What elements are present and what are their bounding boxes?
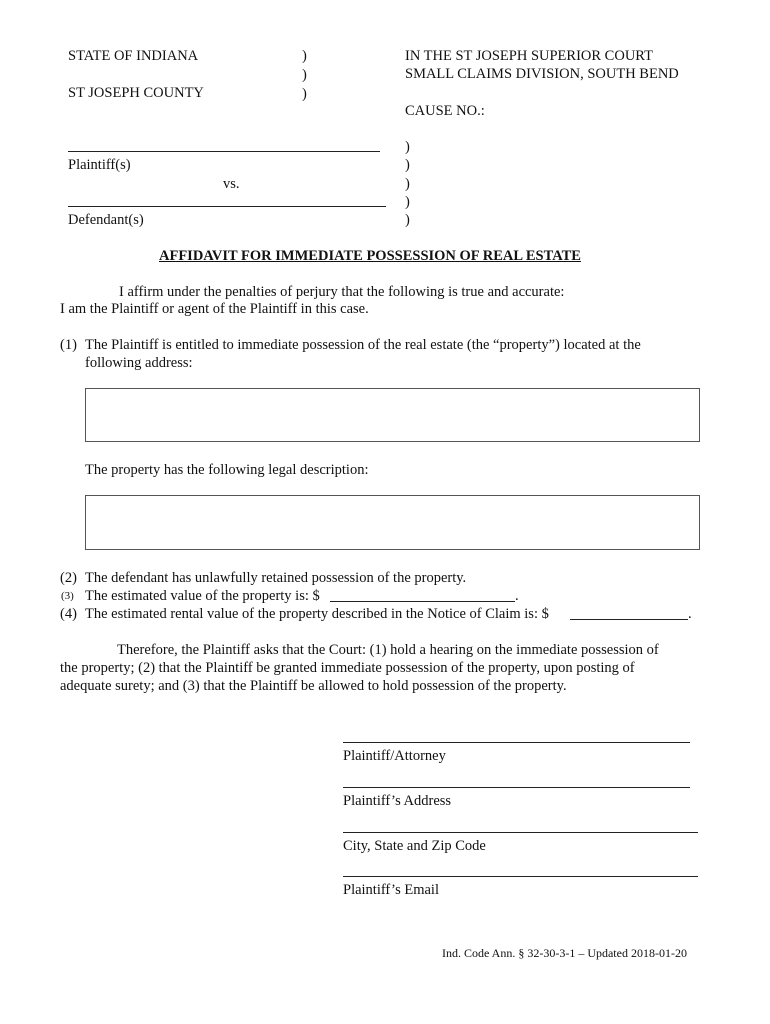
item-number: (3) bbox=[61, 590, 74, 602]
paren: ) bbox=[405, 139, 410, 155]
court-name-line2: SMALL CLAIMS DIVISION, SOUTH BEND bbox=[405, 66, 679, 82]
item3-text: The estimated value of the property is: $ bbox=[85, 588, 320, 604]
legal-description-field[interactable] bbox=[85, 495, 700, 550]
address-line[interactable] bbox=[343, 787, 690, 788]
legal-description-label: The property has the following legal description: bbox=[85, 462, 369, 478]
defendant-name-line[interactable] bbox=[68, 206, 386, 207]
item1-line2: following address: bbox=[85, 355, 193, 371]
therefore-line3: adequate surety; and (3) that the Plaintiff be allowed to hold possession of the property. bbox=[60, 678, 567, 694]
paren: ) bbox=[302, 86, 307, 102]
document-title: AFFIDAVIT FOR IMMEDIATE POSSESSION OF REAL ESTATE bbox=[159, 248, 581, 264]
rental-value-line[interactable] bbox=[570, 619, 688, 620]
paren: ) bbox=[405, 194, 410, 210]
address-label: Plaintiff’s Address bbox=[343, 793, 452, 809]
city-state-zip-line[interactable] bbox=[343, 832, 698, 833]
statute-footer: Ind. Code Ann. § 32-30-3-1 – Updated 2018-01-20 bbox=[442, 946, 687, 960]
cause-number-label: CAUSE NO.: bbox=[405, 103, 485, 119]
item4-text: The estimated rental value of the property described in the Notice of Claim is: $ bbox=[85, 606, 549, 622]
paren: ) bbox=[302, 48, 307, 64]
plaintiff-label: Plaintiff(s) bbox=[68, 157, 131, 173]
email-line[interactable] bbox=[343, 876, 698, 877]
paren: ) bbox=[302, 67, 307, 83]
paren: ) bbox=[405, 157, 410, 173]
item2-text: The defendant has unlawfully retained possession of the property. bbox=[85, 570, 467, 586]
item3-period: . bbox=[515, 588, 519, 604]
county-label: ST JOSEPH COUNTY bbox=[68, 85, 204, 101]
affirmation-line: I affirm under the penalties of perjury that the following is true and accurate: bbox=[119, 284, 565, 300]
item-number: (2) bbox=[60, 570, 77, 586]
therefore-line1: Therefore, the Plaintiff asks that the Court: (1) hold a hearing on the immediate possession of bbox=[117, 642, 659, 658]
property-address-field[interactable] bbox=[85, 388, 700, 442]
item-number: (1) bbox=[60, 337, 77, 353]
item4-period: . bbox=[688, 606, 692, 622]
versus-label: vs. bbox=[223, 176, 240, 192]
attorney-signature-line[interactable] bbox=[343, 742, 690, 743]
therefore-line2: the property; (2) that the Plaintiff be granted immediate possession of the property, upon posting of bbox=[60, 660, 635, 676]
item-number: (4) bbox=[60, 606, 77, 622]
paren: ) bbox=[405, 212, 410, 228]
property-value-line[interactable] bbox=[330, 601, 515, 602]
email-label: Plaintiff’s Email bbox=[343, 882, 439, 898]
state-label: STATE OF INDIANA bbox=[68, 48, 199, 64]
item1-line1: The Plaintiff is entitled to immediate possession of the real estate (the “property”) located at the bbox=[85, 337, 641, 353]
plaintiff-name-line[interactable] bbox=[68, 151, 380, 152]
paren: ) bbox=[405, 176, 410, 192]
court-name-line1: IN THE ST JOSEPH SUPERIOR COURT bbox=[405, 48, 653, 64]
city-state-zip-label: City, State and Zip Code bbox=[343, 838, 486, 854]
attorney-label: Plaintiff/Attorney bbox=[343, 748, 446, 764]
agent-statement: I am the Plaintiff or agent of the Plaintiff in this case. bbox=[60, 301, 369, 317]
defendant-label: Defendant(s) bbox=[68, 212, 144, 228]
